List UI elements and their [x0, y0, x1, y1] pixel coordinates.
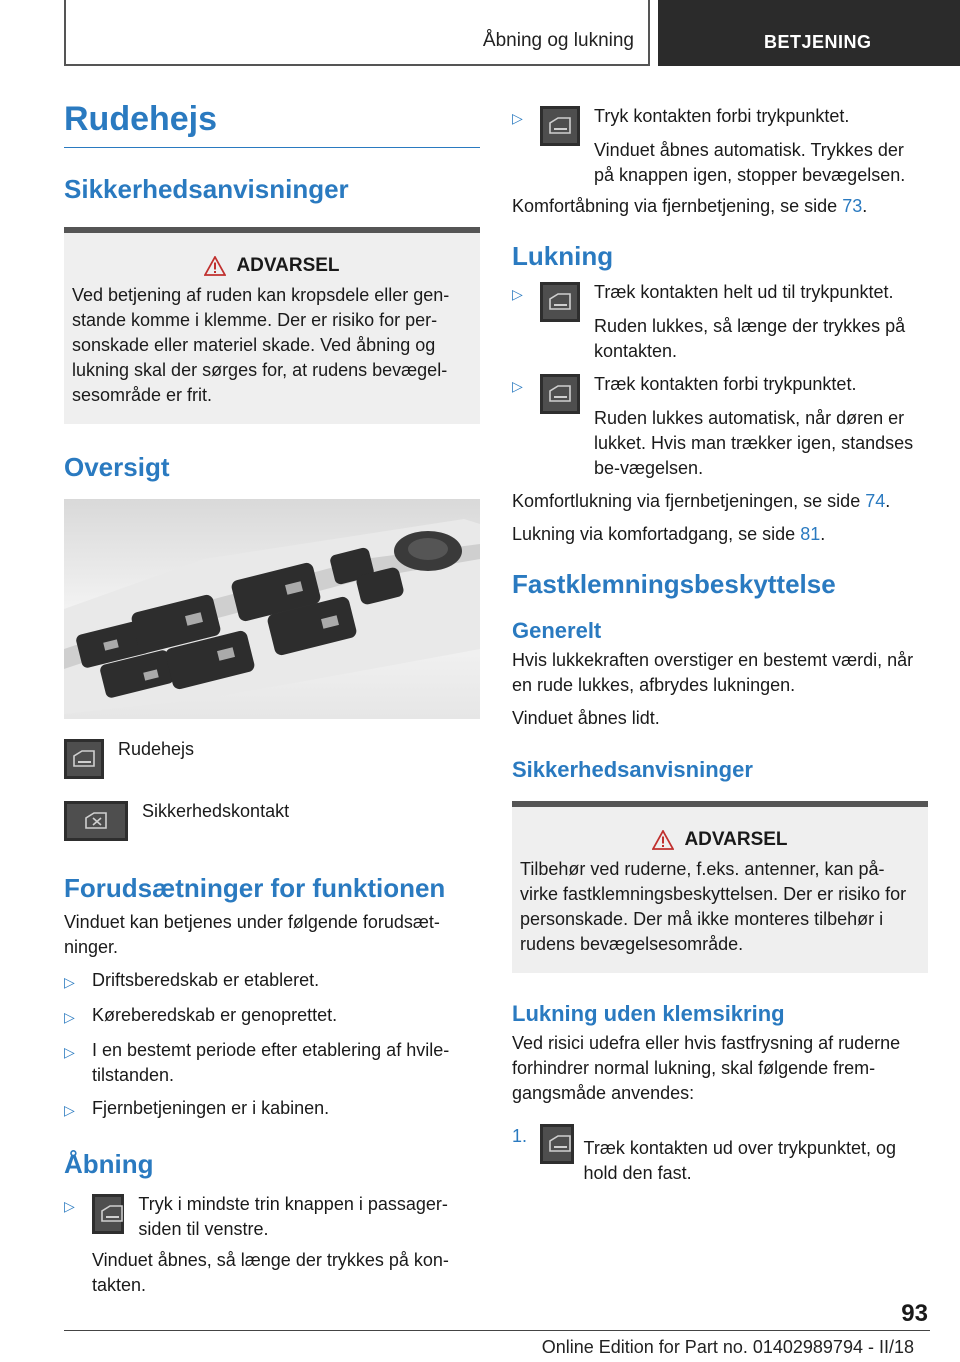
page-link[interactable]: 81	[800, 524, 821, 544]
list-item: ▷ I en bestemt periode efter etablering af hvile-tilstanden.	[64, 1040, 450, 1085]
edition-text: Online Edition for Part no. 01402989794 - II/18	[541, 1337, 914, 1357]
warning-triangle-icon	[204, 256, 226, 276]
legend-label: Sikkerhedskontakt	[142, 801, 290, 821]
list-item: ▷ Driftsberedskab er etableret.	[64, 968, 480, 995]
close-heading: Lukning	[512, 241, 614, 271]
general-text: Vinduet åbnes lidt.	[512, 708, 660, 728]
prereq-text: Vinduet kan betjenes under følgende forudsæt-ninger.	[64, 912, 440, 957]
list-item: ▷ Træk kontakten forbi trykpunktet. Ruden lukkes automatisk, når døren er lukket. Hvis man trækker igen, standses be-vægelsen.	[512, 374, 914, 478]
warning-text: Ved betjening af ruden kan kropsdele eller gen-stande komme i klemme. Der er risiko for per-sonskade eller materiel skade. Ved åbning og lukning skal der sørges for, at rudens bevægel-sesområde er frit.	[72, 285, 450, 405]
legend-safety-switch	[64, 799, 480, 841]
legend-label: Rudehejs	[118, 739, 195, 759]
page-title: Rudehejs	[64, 100, 480, 148]
bullet-triangle-icon: ▷	[512, 286, 523, 302]
comfort-access-text: Lukning via komfortadgang, se side 81.	[512, 524, 826, 544]
page-header	[64, 0, 960, 66]
open-heading: Åbning	[64, 1149, 154, 1179]
window-switch-icon	[92, 1194, 124, 1234]
header-section-title: Åbning og lukning	[482, 30, 634, 51]
left-column	[64, 100, 480, 1298]
no-pinch-text: Ved risici udefra eller hvis fastfrysning af ruderne forhindrer normal lukning, skal følgende frem-gangsmåde anvendes:	[512, 1033, 901, 1103]
bullet-triangle-icon: ▷	[64, 1009, 75, 1025]
no-pinch-heading: Lukning uden klemsikring	[512, 1001, 785, 1026]
bullet-triangle-icon: ▷	[64, 1198, 75, 1214]
general-text: Hvis lukkekraften overstiger en bestemt værdi, når en rude lukkes, afbrydes lukningen.	[512, 650, 914, 695]
window-switch-icon	[540, 1124, 574, 1164]
header-chapter-title: BETJENING	[764, 32, 872, 52]
warning-label: ADVARSEL	[236, 255, 340, 276]
window-switch-photo	[64, 499, 480, 719]
right-column	[512, 104, 928, 1186]
prereq-heading: Forudsætninger for funktionen	[64, 873, 446, 903]
page-number: 93	[901, 1300, 928, 1327]
warning-text: Tilbehør ved ruderne, f.eks. antenner, kan på-virke fastklemningsbeskyttelsen. Der er risiko for personskade. Der må ikke monteres tilbehør i rudens bevægelsesområde.	[520, 859, 907, 954]
step-number: 1.	[512, 1126, 528, 1146]
comfort-open-text: Komfortåbning via fjernbetjening, se side 73.	[512, 196, 868, 216]
warning-label: ADVARSEL	[684, 829, 788, 850]
general-heading: Generelt	[512, 618, 602, 643]
safety-heading: Sikkerhedsanvisninger	[64, 174, 349, 204]
page-footer	[64, 1330, 930, 1357]
bullet-triangle-icon: ▷	[512, 110, 523, 126]
overview-heading: Oversigt	[64, 452, 170, 482]
bullet-triangle-icon: ▷	[512, 378, 523, 394]
header-chapter-tab	[658, 0, 960, 66]
window-switch-icon	[540, 282, 580, 322]
list-item: ▷ Køreberedskab er genoprettet.	[64, 1003, 480, 1030]
list-item: 1. Træk kontakten ud over trykpunktet, og hold den fast.	[512, 1122, 928, 1186]
legend-window-switch	[64, 737, 480, 779]
page-link[interactable]: 73	[842, 196, 863, 216]
list-item: ▷ Tryk i mindste trin knappen i passager-siden til venstre. Vinduet åbnes, så længe der trykkes på kon-takten.	[64, 1194, 449, 1295]
bullet-triangle-icon: ▷	[64, 1102, 75, 1118]
window-switch-icon	[540, 374, 580, 414]
safety-switch-icon	[64, 801, 128, 841]
bullet-triangle-icon: ▷	[64, 1044, 75, 1060]
bullet-triangle-icon: ▷	[64, 974, 75, 990]
comfort-close-text: Komfortlukning via fjernbetjeningen, se side 74.	[512, 491, 891, 511]
header-section-tab	[64, 0, 650, 66]
pinch-protection-heading: Fastklemningsbeskyttelse	[512, 569, 836, 599]
page-link[interactable]: 74	[865, 491, 886, 511]
warning-triangle-icon	[652, 830, 674, 850]
list-item: ▷ Fjernbetjeningen er i kabinen.	[64, 1096, 480, 1123]
window-switch-icon	[64, 739, 104, 779]
window-switch-icon	[540, 106, 580, 146]
warning-box	[512, 801, 928, 973]
safety-heading: Sikkerhedsanvisninger	[512, 757, 753, 782]
list-item: ▷ Træk kontakten helt ud til trykpunktet. Ruden lukkes, så længe der trykkes på kontakten.	[512, 282, 906, 361]
warning-box	[64, 227, 480, 424]
list-item: ▷ Tryk kontakten forbi trykpunktet. Vinduet åbnes automatisk. Trykkes der på knappen igen, stopper bevægelsen.	[512, 106, 906, 185]
